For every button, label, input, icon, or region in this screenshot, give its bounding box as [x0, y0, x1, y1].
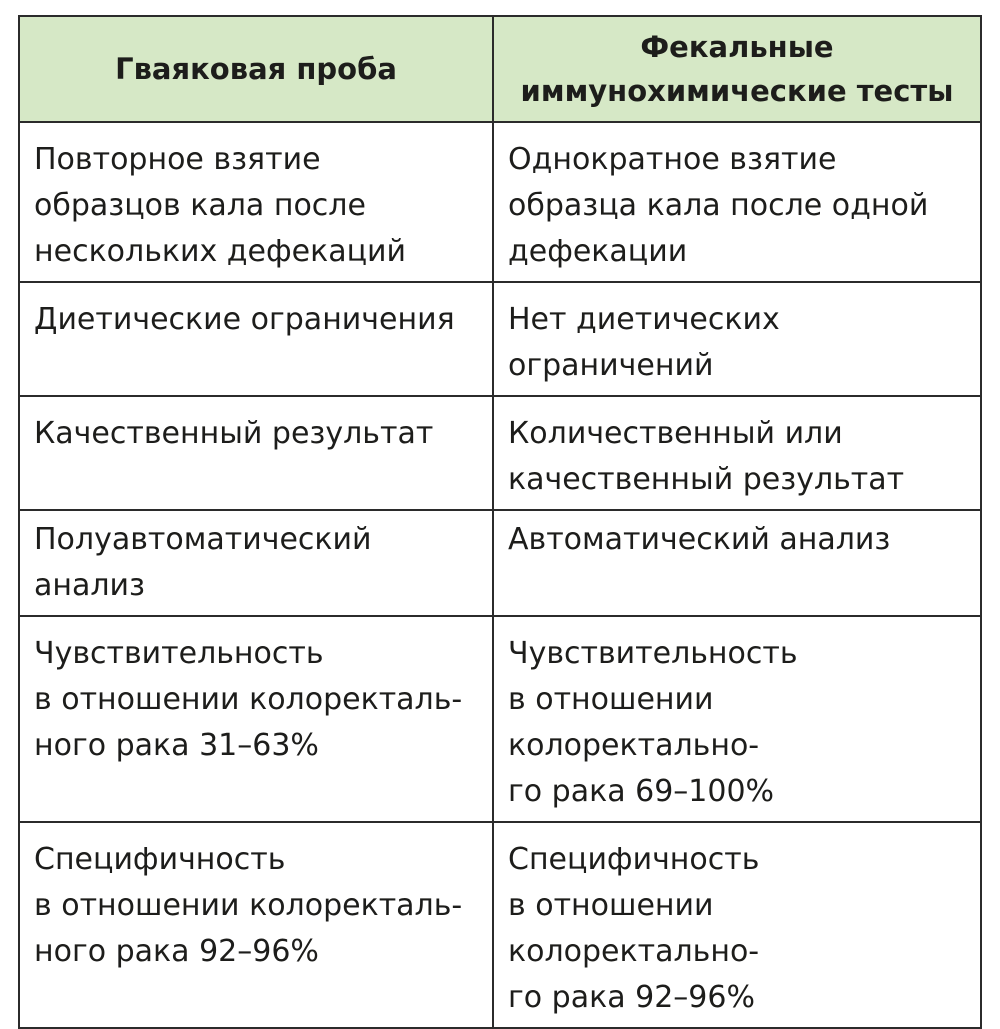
cell-text: Чувствительность в отношении колоректально- го рака 69–100%	[508, 636, 798, 809]
table-header-row	[19, 16, 981, 122]
cell-text: Нет диетических ограничений	[508, 302, 780, 383]
table-cell	[19, 282, 493, 396]
comparison-table-container	[18, 15, 980, 1029]
cell-text: Специфичность в отношении колоректально- го рака 92–96%	[508, 842, 760, 1015]
table-row	[19, 616, 981, 822]
cell-text: Качественный результат	[34, 416, 434, 451]
table-cell	[493, 122, 981, 282]
table-cell	[493, 510, 981, 616]
table-cell	[19, 396, 493, 510]
header-fit-test	[493, 16, 981, 122]
table-cell	[493, 396, 981, 510]
cell-text: Количественный или качественный результат	[508, 416, 905, 497]
cell-text: Специфичность в отношении колоректаль- ного рака 92–96%	[34, 842, 463, 969]
cell-text: Повторное взятие образцов кала после нескольких дефекаций	[34, 142, 407, 269]
cell-text: Однократное взятие образца кала после одной дефекации	[508, 142, 929, 269]
table-cell	[19, 122, 493, 282]
cell-text: Чувствительность в отношении колоректаль- ного рака 31–63%	[34, 636, 463, 763]
cell-text: Автоматический анализ	[508, 522, 891, 557]
header-guaiac-test	[19, 16, 493, 122]
header-label: Гваяковая проба	[115, 52, 397, 86]
cell-text: Полуавтоматический анализ	[34, 522, 372, 603]
table-cell	[19, 822, 493, 1028]
table-row	[19, 396, 981, 510]
header-label: Фекальные иммунохимические тесты	[520, 30, 954, 108]
table-cell	[19, 510, 493, 616]
table-cell	[493, 616, 981, 822]
table-row	[19, 510, 981, 616]
table-row	[19, 122, 981, 282]
table-row	[19, 822, 981, 1028]
table-cell	[19, 616, 493, 822]
table-cell	[493, 282, 981, 396]
table-cell	[493, 822, 981, 1028]
cell-text: Диетические ограничения	[34, 302, 455, 337]
table-row	[19, 282, 981, 396]
comparison-table	[18, 15, 982, 1029]
